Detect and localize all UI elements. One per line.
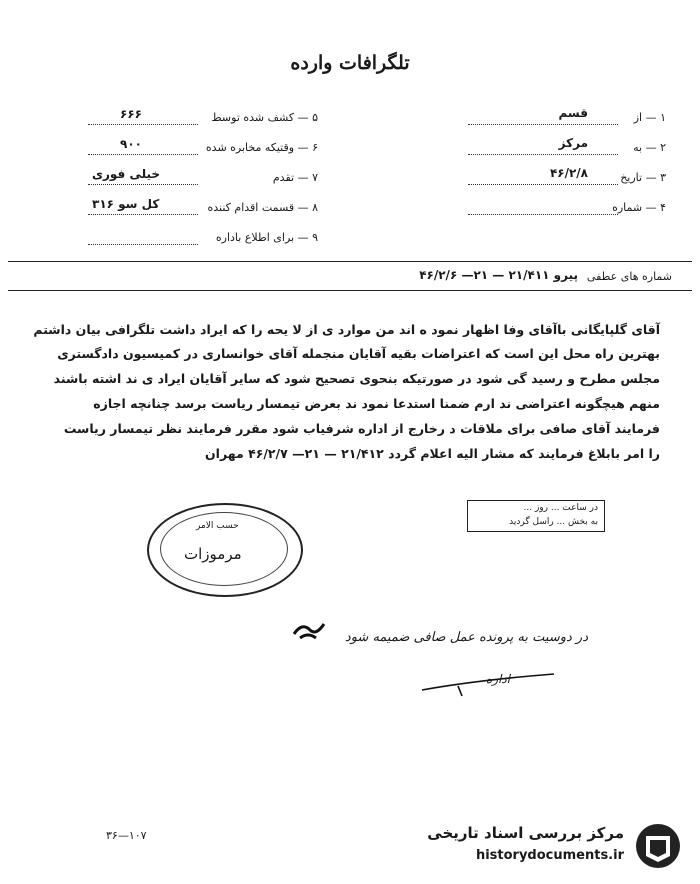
oval-stamp-top-text: حسب الامر [196,521,239,531]
body-line: منهم هیچگونه اعتراضی ند ارم ضمنا استدعا نمود ند بعرض تیمسار ریاست برسد چنانچه اجازه [93,396,660,411]
archive-logo-icon [632,822,684,870]
body-line: را امر بابلاغ فرمایند که مشار الیه اعلام گردد ۲۱/۴۱۲ — ۲۱— ۴۶/۲/۷ مهران [205,446,660,461]
handwritten-signature: اداره [485,672,510,686]
dotted-line [88,124,198,125]
dotted-line [88,154,198,155]
archive-logo-url[interactable]: historydocuments.ir [475,848,624,863]
handwritten-note: در دوسیت به پرونده عمل صافی ضمیمه شود [344,630,588,645]
dotted-line [88,184,198,185]
reference-value: پیرو ۲۱/۴۱۱ — ۲۱— ۴۶/۲/۶ [419,268,578,282]
field-to-value: مرکز [558,136,588,150]
field-number: ۴ — شماره [612,201,666,214]
field-decoded-by-value: ۶۶۶ [120,107,142,121]
field-to: ۲ — به [633,141,666,154]
reference-label: شماره های عطفی [586,270,672,283]
receipt-stamp [467,500,605,532]
dotted-line [468,184,618,185]
field-from-value: قسم [558,106,588,120]
receipt-stamp-line: به بخش ... راسل گردید [509,517,598,527]
field-sent-time: ۶ — وقتیکه مخابره شده [205,141,318,154]
field-info-office: ۹ — برای اطلاع باداره [215,231,318,244]
field-sent-time-value: ۹۰۰ [120,137,142,151]
body-line: بهترین راه محل این است که اعتراضات بقیه آقایان منجمله آقای خوانساری در کمیسیون دادگستری [57,346,660,361]
field-date-value: ۴۶/۲/۸ [549,166,588,180]
page-title: تلگرافات وارده [290,52,410,74]
divider [8,261,692,262]
oval-stamp-main-text: مرموزات [184,545,242,563]
flourish-mark-icon [292,620,326,642]
dotted-line [468,154,618,155]
footer-code: ۱۰۷—۳۶ [106,829,147,842]
dotted-line [468,214,618,215]
field-priority: ۷ — تقدم [272,171,318,184]
field-action-section-value: کل سو ۳۱۶ [92,197,160,211]
body-line: فرمایند آقای صافی برای ملاقات د رخارج از اداره شرفیاب شود مقرر فرمایند نظر تیمسار ریاست [63,421,660,436]
dotted-line [468,124,618,125]
body-line: مجلس مطرح و رسید گی شود در صورتیکه بنحوی تصحیح شود که سایر آقایان ایراد ی ند اشته باشند [53,371,660,386]
archive-logo-name: مرکز بررسی اسناد تاریخی [427,824,624,842]
receipt-stamp-line: در ساعت ... روز ... [523,503,598,513]
field-decoded-by: ۵ — کشف شده توسط [211,111,318,124]
field-action-section: ۸ — قسمت اقدام کننده [207,201,318,214]
dotted-line [88,244,198,245]
dotted-line [88,214,198,215]
body-line: آقای گلپایگانی باآقای وفا اظهار نمود ه اند من موارد ی از لا یحه را که ایراد داشت تلگرافی بیان داشتم [33,322,660,337]
archive-logo [427,822,684,870]
field-from: ۱ — از [633,111,666,124]
divider [8,290,692,291]
field-date: ۳ — تاریخ [620,171,666,184]
field-priority-value: خیلی فوری [92,167,161,181]
